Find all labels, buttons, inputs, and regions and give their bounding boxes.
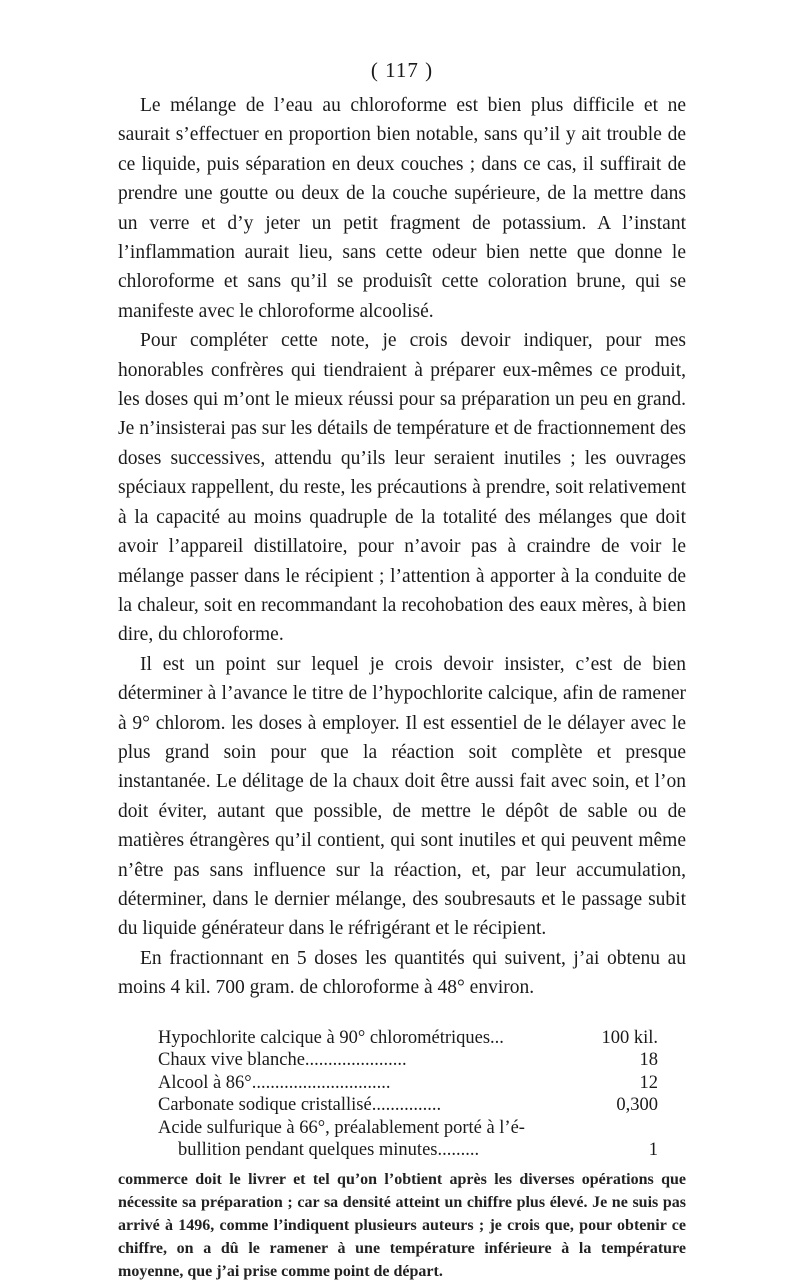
paragraph: Il est un point sur lequel je crois devoir insister, c’est de bien déterminer à l’avance le titre de l’hypochlorite calcique, afin de ramener à 9° chlorom. les doses à employer. Il est essentiel de le délayer avec le plus grand soin pour que la réaction soit complète et presque instantanée. Le délitage de la chaux doit être aussi fait avec soin, et l’on doit éviter, autant que possible, de mettre le dépôt de sable ou de matières étrangères qu’il contient, qui sont inutiles et qui peuvent même n’être pas sans influence sur la réaction, et, par leur accumulation, déterminer, dans le dernier mélange, des soubresauts et le passage subit du liquide générateur dans le réfrigérant et le récipient.	[118, 653, 686, 940]
recipe-row	[158, 1049, 658, 1072]
recipe-ingredient: Chaux vive blanche......................	[158, 1050, 407, 1071]
paragraph: En fractionnant en 5 doses les quantités qui suivent, j’ai obtenu au moins 4 kil. 700 gram. de chloroforme à 48° environ.	[118, 947, 686, 999]
recipe-ingredient: Alcool à 86°..............................	[158, 1072, 391, 1093]
recipe-row	[158, 1139, 658, 1162]
recipe-ingredient: Hypochlorite calcique à 90° chlorométriques...	[158, 1027, 504, 1048]
recipe-row	[158, 1117, 658, 1140]
recipe-row	[158, 1072, 658, 1095]
bleed-through-note: commerce doit le livrer et tel qu’on l’obtient après les diverses opérations que nécessite sa préparation ; car sa densité atteint un chiffre plus élevé. Je ne suis pas arrivé à 1496, comme l’indiquent plusieurs auteurs ; je crois que, pour obtenir ce chiffre, on a dû le ramener à une température inférieure à la température moyenne, que j’ai prise comme point de départ.	[118, 1170, 686, 1280]
recipe-ingredient-continuation: bullition pendant quelques minutes.........	[178, 1140, 480, 1161]
recipe-quantity: 1	[648, 1140, 658, 1161]
paragraph: Le mélange de l’eau au chloroforme est bien plus difficile et ne saurait s’effectuer en proportion bien notable, sans qu’il y ait trouble de ce liquide, puis séparation en deux couches ; dans ce cas, il suffirait de prendre une goutte ou deux de la couche supérieure, de la mettre dans un verre et d’y jeter un petit fragment de potassium. A l’instant l’inflammation aurait lieu, sans cette odeur bien nette que donne le chloroforme et sans qu’il se produisît cette coloration brune, qui se manifeste avec le chloroforme alcoolisé.	[118, 95, 686, 322]
recipe-ingredient: Carbonate sodique cristallisé...............	[158, 1095, 442, 1116]
recipe-quantity: 18	[639, 1050, 658, 1071]
body-text	[118, 91, 686, 1003]
page-number: ( 117 )	[370, 58, 434, 82]
recipe-quantity: 0,300	[616, 1095, 658, 1116]
recipe-row	[158, 1027, 658, 1050]
recipe-ingredient: Acide sulfurique à 66°, préalablement porté à l’é-	[158, 1117, 525, 1138]
recipe-row	[158, 1094, 658, 1117]
recipe-quantity: 12	[639, 1072, 658, 1093]
paragraph: Pour compléter cette note, je crois devoir indiquer, pour mes honorables confrères qui tiendraient à préparer eux-mêmes ce produit, les doses qui m’ont le mieux réussi pour sa préparation un peu en grand. Je n’insisterai pas sur les détails de température et de fractionnement des doses successives, attendu qu’ils leur seraient inutiles ; les ouvrages spéciaux rappellent, du reste, les précautions à prendre, soit relativement à la capacité au moins quadruple de la totalité des mélanges que doit avoir l’appareil distillatoire, pour n’avoir pas à craindre de voir le mélange passer dans le récipient ; l’attention à apporter à la conduite de la chaleur, soit en recommandant la recohobation des eaux mères, à bien dire, du chloroforme.	[118, 330, 686, 646]
recipe-table	[158, 1027, 658, 1162]
recipe-quantity: 100 kil.	[601, 1027, 658, 1048]
